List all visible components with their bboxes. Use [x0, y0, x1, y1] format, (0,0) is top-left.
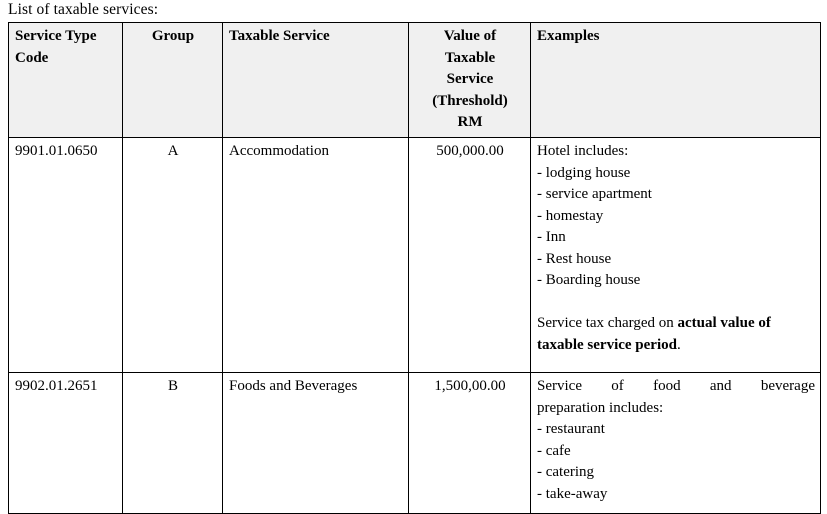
cell-examples: [531, 373, 821, 514]
list-item: - cafe: [537, 442, 571, 459]
table-header-row: [9, 23, 821, 138]
examples-lead-line-1: Service of food and beverage: [537, 378, 815, 394]
cell-group: A: [123, 138, 223, 373]
taxable-services-table: [8, 22, 821, 514]
list-item: - catering: [537, 464, 595, 480]
note-suffix: .: [676, 336, 681, 353]
examples-lead-line-2: preparation includes:: [537, 399, 664, 416]
value-header-line-4: (Threshold): [432, 92, 508, 109]
column-header-examples: Examples: [531, 23, 821, 138]
spacer: [537, 292, 815, 314]
examples-lead: Hotel includes:: [537, 143, 629, 159]
table-row: [9, 373, 821, 514]
column-header-service-type-code: Service Type Code: [9, 23, 123, 138]
value-header-line-3: Service: [446, 71, 494, 87]
list-item: - Inn: [537, 229, 566, 245]
cell-group: B: [123, 373, 223, 514]
cell-service-type-code: 9901.01.0650: [9, 138, 123, 373]
examples-note: [537, 313, 815, 356]
value-header-line-1: Value of: [443, 28, 497, 44]
table-body: [9, 138, 821, 514]
cell-threshold-value: 500,000.00: [409, 138, 531, 373]
value-header-line-2: Taxable: [444, 49, 496, 66]
list-item: - lodging house: [537, 164, 631, 181]
column-header-value-of-taxable-service: [409, 23, 531, 138]
table-row: [9, 138, 821, 373]
taxable-services-table-wrapper: [8, 22, 820, 514]
table-header: [9, 23, 821, 138]
list-item: - restaurant: [537, 421, 605, 437]
cell-examples: [531, 138, 821, 373]
list-item: - take-away: [537, 485, 608, 502]
list-item: - homestay: [537, 207, 604, 224]
cell-taxable-service: Accommodation: [223, 138, 409, 373]
list-item: - Rest house: [537, 250, 612, 267]
value-header-line-5: RM: [457, 114, 483, 130]
list-item: - Boarding house: [537, 272, 641, 288]
intro-text: List of taxable services:: [8, 1, 159, 18]
note-prefix: Service tax charged on: [537, 315, 678, 331]
list-item: - service apartment: [537, 186, 652, 202]
note-emphasis: actual value of taxable service period: [537, 315, 771, 353]
column-header-group: Group: [123, 23, 223, 138]
cell-taxable-service: Foods and Beverages: [223, 373, 409, 514]
cell-threshold-value: 1,500,00.00: [409, 373, 531, 514]
cell-service-type-code: 9902.01.2651: [9, 373, 123, 514]
column-header-taxable-service: Taxable Service: [223, 23, 409, 138]
